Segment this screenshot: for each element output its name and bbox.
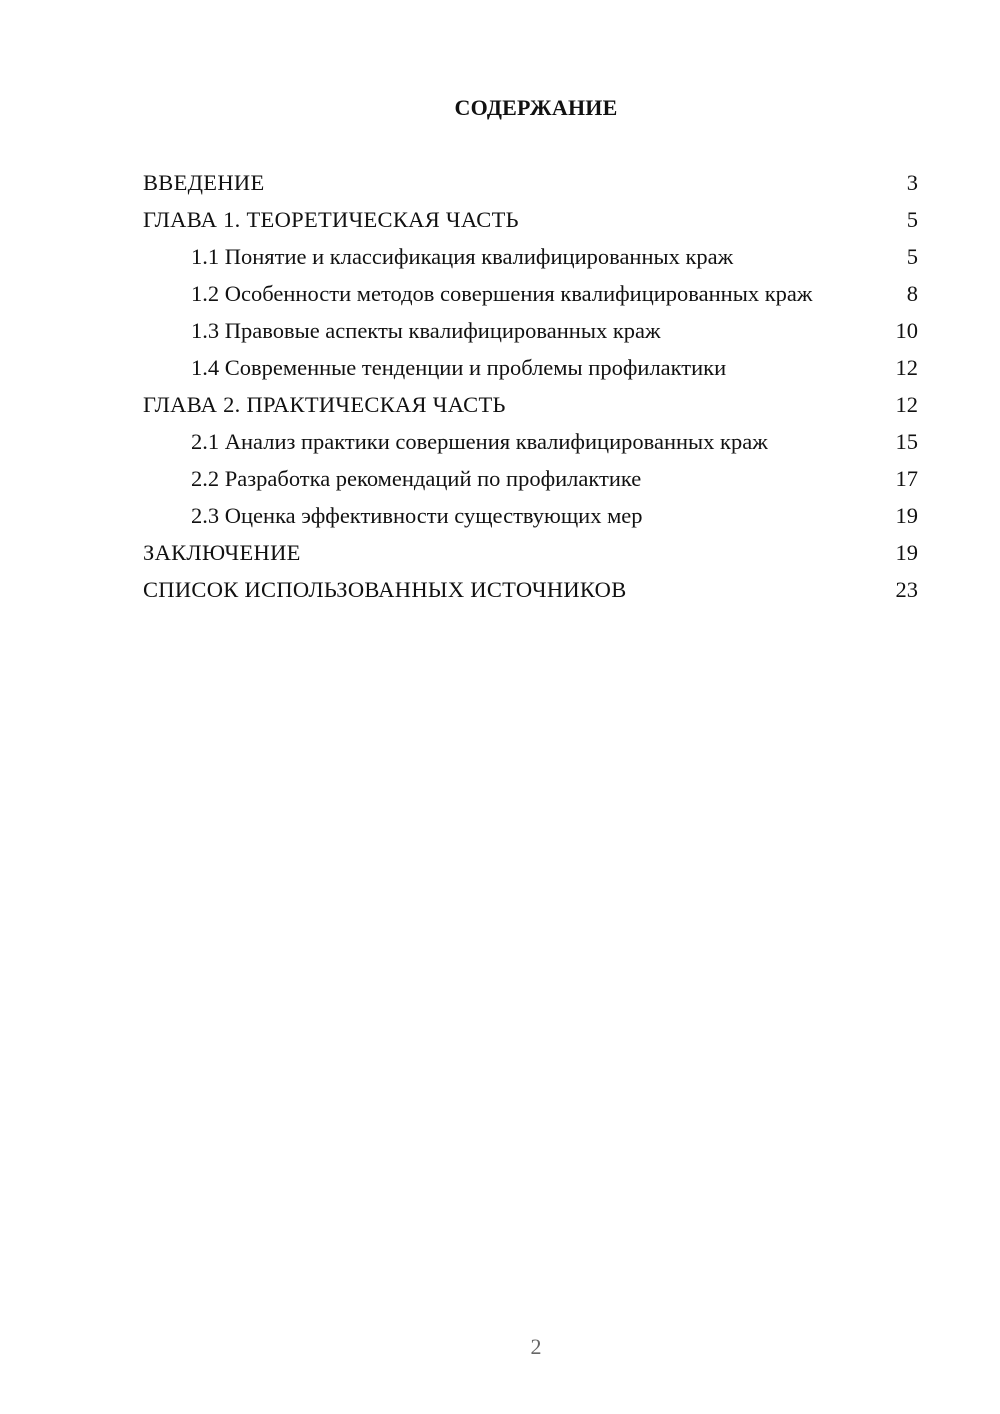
toc-entry-label: 2.3 Оценка эффективности существующих мер: [191, 503, 643, 528]
toc-entry-label: 1.2 Особенности методов совершения квалифицированных краж: [191, 281, 813, 306]
toc-entry-label: ЗАКЛЮЧЕНИЕ: [143, 540, 301, 565]
table-of-contents: [143, 170, 918, 614]
toc-entry-references[interactable]: [143, 577, 918, 603]
toc-entry-page-number: 10: [895, 318, 918, 343]
toc-entry-section-1-2[interactable]: [143, 281, 918, 307]
toc-entry-label: ГЛАВА 1. ТЕОРЕТИЧЕСКАЯ ЧАСТЬ: [143, 207, 519, 232]
toc-entry-label: 1.1 Понятие и классификация квалифицированных краж: [191, 244, 734, 269]
toc-entry-label: ГЛАВА 2. ПРАКТИЧЕСКАЯ ЧАСТЬ: [143, 392, 506, 417]
toc-entry-section-2-1[interactable]: [143, 429, 918, 455]
toc-entry-label: 2.2 Разработка рекомендаций по профилактике: [191, 466, 642, 491]
toc-entry-page-number: 19: [895, 503, 918, 528]
toc-entry-section-2-3[interactable]: [143, 503, 918, 529]
page-number: 2: [530, 1334, 542, 1359]
page-title: СОДЕРЖАНИЕ: [454, 95, 618, 120]
toc-entry-conclusion[interactable]: [143, 540, 918, 566]
toc-entry-introduction[interactable]: [143, 170, 918, 196]
toc-entry-label: 2.1 Анализ практики совершения квалифицированных краж: [191, 429, 768, 454]
toc-entry-page-number: 3: [906, 170, 918, 195]
toc-entry-page-number: 23: [895, 577, 918, 602]
toc-entry-section-2-2[interactable]: [143, 466, 918, 492]
toc-entry-page-number: 5: [906, 207, 918, 232]
toc-entry-page-number: 5: [906, 244, 918, 269]
toc-entry-page-number: 17: [895, 466, 918, 491]
toc-entry-label: ВВЕДЕНИЕ: [143, 170, 265, 195]
toc-entry-section-1-3[interactable]: [143, 318, 918, 344]
toc-entry-page-number: 8: [906, 281, 918, 306]
toc-entry-label: СПИСОК ИСПОЛЬЗОВАННЫХ ИСТОЧНИКОВ: [143, 577, 627, 602]
toc-entry-page-number: 19: [895, 540, 918, 565]
toc-entry-section-1-1[interactable]: [143, 244, 918, 270]
toc-entry-page-number: 12: [895, 355, 918, 380]
toc-entry-page-number: 12: [895, 392, 918, 417]
toc-entry-chapter-2[interactable]: [143, 392, 918, 418]
toc-entry-label: 1.3 Правовые аспекты квалифицированных краж: [191, 318, 661, 343]
toc-entry-page-number: 15: [895, 429, 918, 454]
toc-entry-chapter-1[interactable]: [143, 207, 918, 233]
toc-entry-label: 1.4 Современные тенденции и проблемы профилактики: [191, 355, 727, 380]
toc-entry-section-1-4[interactable]: [143, 355, 918, 381]
